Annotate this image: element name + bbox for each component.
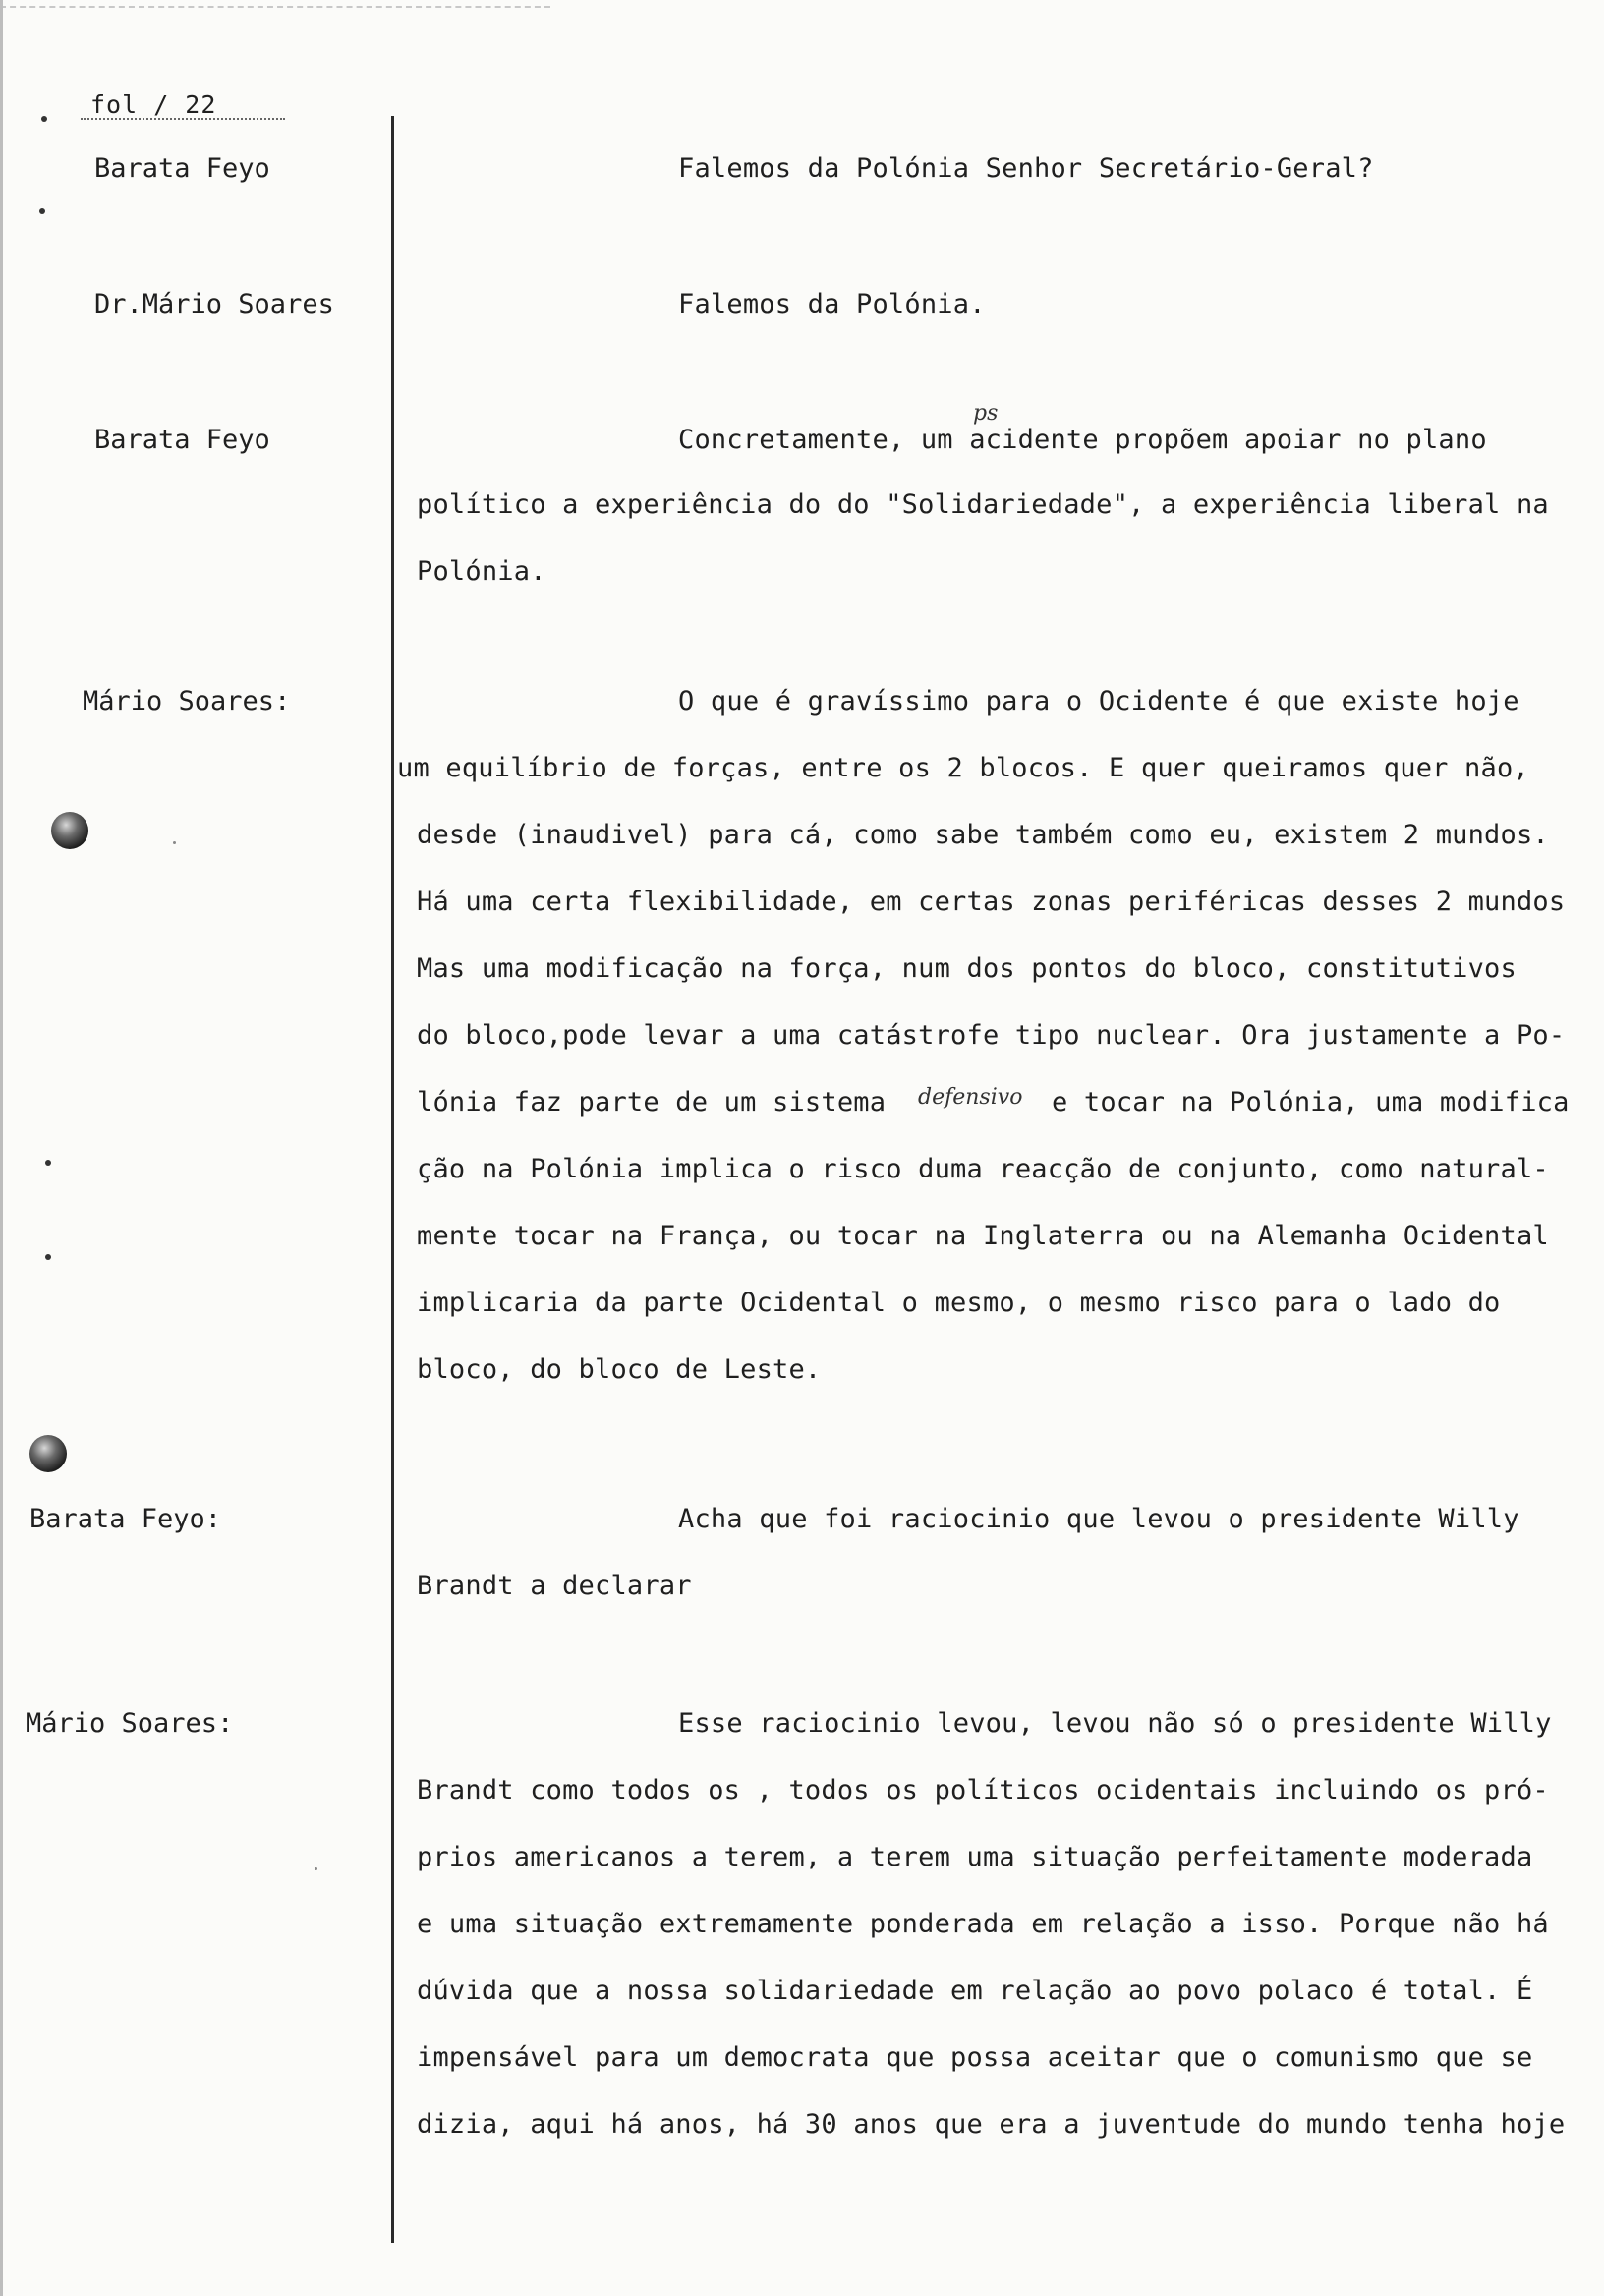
- text-line: bloco, do bloco de Leste.: [417, 1354, 822, 1385]
- punch-hole: [29, 1435, 67, 1472]
- text-line: lónia faz parte de um sistema: [417, 1087, 887, 1118]
- text-line: um equilíbrio de forças, entre os 2 blocos. E quer queiramos quer não,: [397, 753, 1529, 783]
- text-line: Brandt como todos os , todos os políticos ocidentais incluindo os pró-: [417, 1775, 1549, 1806]
- speck: [45, 1160, 51, 1166]
- speck: [39, 208, 45, 214]
- text-line: e tocar na Polónia, uma modifica: [1052, 1087, 1570, 1118]
- folio-underline: [81, 118, 285, 120]
- text-line: implicaria da parte Ocidental o mesmo, o mesmo risco para o lado do: [417, 1288, 1501, 1318]
- text-line: mente tocar na França, ou tocar na Inglaterra ou na Alemanha Ocidental: [417, 1221, 1549, 1251]
- text-line: O que é gravíssimo para o Ocidente é que existe hoje: [678, 686, 1519, 717]
- text-line: Falemos da Polónia Senhor Secretário-Geral?: [678, 153, 1374, 184]
- top-edge-dashes: [0, 6, 550, 8]
- text-line: Mas uma modificação na força, num dos pontos do bloco, constitutivos: [417, 953, 1517, 984]
- text-line: Esse raciocinio levou, levou não só o presidente Willy: [678, 1708, 1552, 1739]
- text-line: do bloco,pode levar a uma catástrofe tipo nuclear. Ora justamente a Po-: [417, 1020, 1566, 1051]
- text-line: dizia, aqui há anos, há 30 anos que era a juventude do mundo tenha hoje: [417, 2109, 1566, 2140]
- text-line: ção na Polónia implica o risco duma reacção de conjunto, como natural-: [417, 1154, 1549, 1184]
- text-line: Brandt a declarar: [417, 1571, 692, 1601]
- handwritten-note: defensivo: [918, 1085, 1023, 1110]
- punch-hole: [51, 812, 88, 849]
- text-line: Falemos da Polónia.: [678, 289, 986, 319]
- text-line: desde (inaudivel) para cá, como sabe também como eu, existem 2 mundos.: [417, 820, 1549, 850]
- text-line: impensável para um democrata que possa aceitar que o comunismo que se: [417, 2042, 1533, 2073]
- speaker-label: Barata Feyo: [94, 425, 270, 455]
- margin-rule: [391, 116, 394, 2243]
- speaker-label: Mário Soares:: [26, 1708, 234, 1739]
- text-line: Há uma certa flexibilidade, em certas zonas periféricas desses 2 mundos: [417, 887, 1566, 917]
- text-line: político a experiência do do "Solidariedade", a experiência liberal na: [417, 489, 1549, 520]
- speaker-label: Mário Soares:: [83, 686, 291, 717]
- speaker-label: Barata Feyo:: [29, 1504, 222, 1534]
- speck: [41, 116, 47, 122]
- text-line: e uma situação extremamente ponderada em relação a isso. Porque não há: [417, 1909, 1549, 1939]
- text-line: Acha que foi raciocinio que levou o presidente Willy: [678, 1504, 1519, 1534]
- speck: [173, 841, 176, 844]
- handwritten-note: ps: [973, 401, 999, 426]
- text-line: dúvida que a nossa solidariedade em relação ao povo polaco é total. É: [417, 1976, 1533, 2006]
- speaker-label: Dr.Mário Soares: [94, 289, 334, 319]
- text-line: prios americanos a terem, a terem uma situação perfeitamente moderada: [417, 1842, 1533, 1872]
- text-line: Polónia.: [417, 556, 546, 587]
- speaker-label: Barata Feyo: [94, 153, 270, 184]
- text-line: Concretamente, um acidente propõem apoiar no plano: [678, 425, 1487, 455]
- folio-number: fol / 22: [90, 90, 217, 119]
- left-edge: [0, 0, 3, 2296]
- speck: [45, 1254, 51, 1260]
- speck: [315, 1867, 317, 1870]
